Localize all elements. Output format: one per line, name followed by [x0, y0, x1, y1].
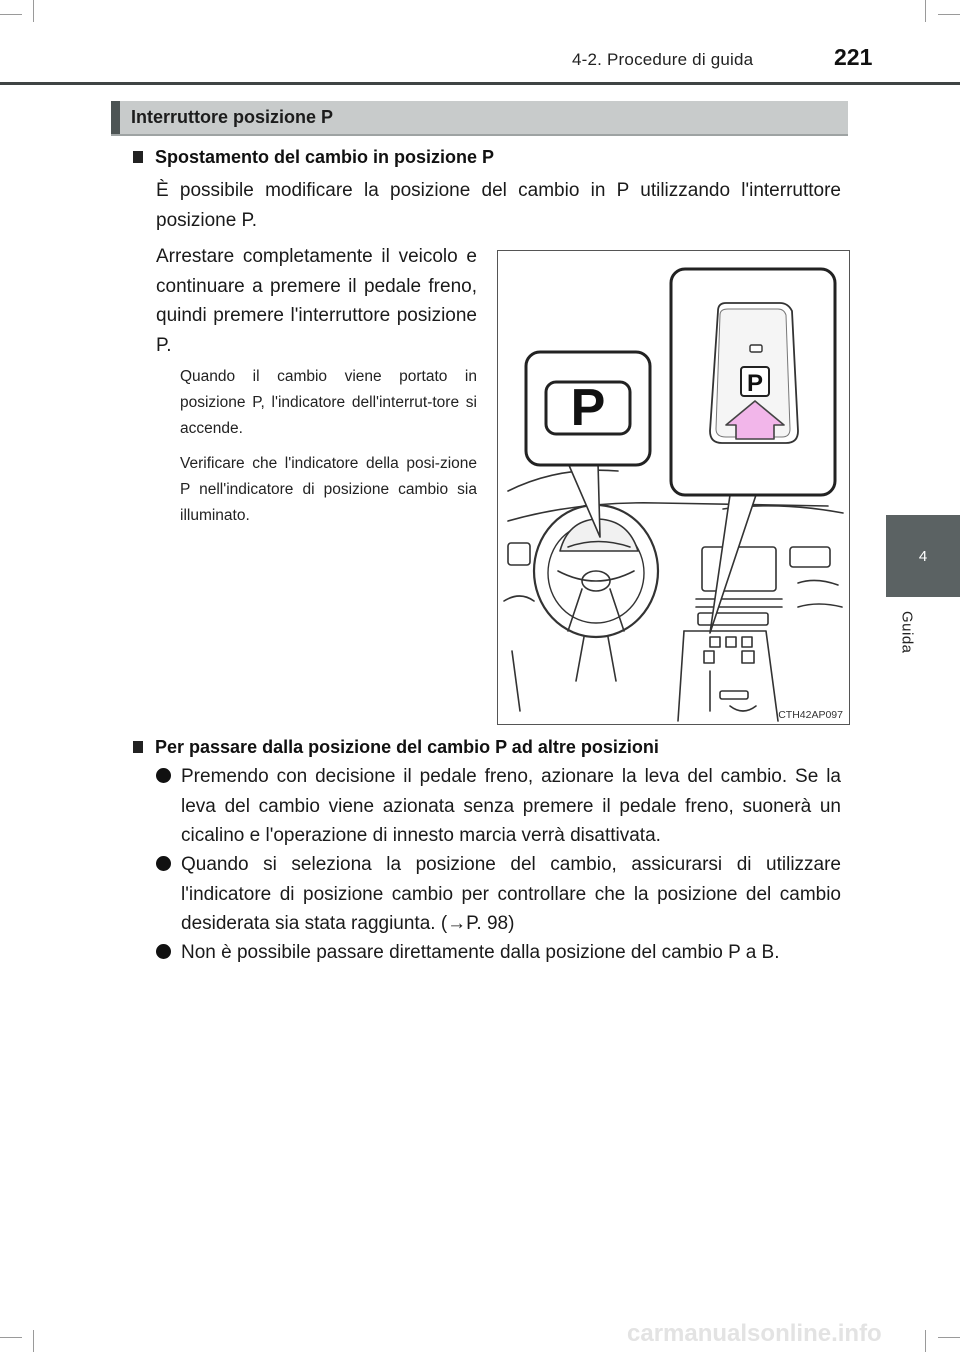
switch-p-letter: P	[746, 370, 764, 397]
page-number: 221	[834, 44, 873, 70]
crop-mark	[925, 0, 926, 22]
bullet-dot-icon	[156, 768, 171, 783]
section-title: Interruttore posizione P	[131, 107, 334, 127]
figure-code: CTH42AP097	[778, 709, 843, 721]
chapter-tab[interactable]	[886, 515, 960, 597]
bullet-dot-icon	[156, 944, 171, 959]
list-item	[156, 850, 841, 939]
list-item	[156, 938, 841, 968]
crop-mark	[33, 0, 34, 22]
crop-mark	[33, 1330, 34, 1352]
section-title-bar	[111, 101, 848, 136]
intro-paragraph: È possibile modificare la posizione del cambio in P utilizzando l'interruttore posizione P.	[156, 180, 841, 231]
chapter-label-text: Guida	[898, 610, 916, 654]
subheading-text: Spostamento del cambio in posizione P	[155, 147, 495, 167]
note-paragraph: Verificare che l'indicatore della posi-zione P nell'indicatore di posizione cambio sia illuminato.	[180, 455, 477, 524]
square-bullet-icon	[133, 151, 143, 163]
list-item-text: Quando si seleziona la posizione del cambio, assicurarsi di utilizzare l'indicatore di posizione cambio per controllare che la posizione del cambio desiderata sia stata raggiunta. (→P. 98)	[181, 854, 841, 934]
list-item-text: Premendo con decisione il pedale freno, azionare la leva del cambio. Se la leva del cambio viene azionata senza premere il pedale freno, suonerà un cicalino e l'operazione di innesto marcia verrà disattivata.	[181, 766, 841, 846]
note-paragraph: Quando il cambio viene portato in posizione P, l'indicatore dell'interrut-tore si accende.	[180, 368, 477, 437]
figure-p-switch	[497, 250, 850, 725]
crop-mark	[925, 1330, 926, 1352]
crop-mark	[0, 14, 22, 15]
header-rule	[0, 82, 960, 85]
callout-p-letter: P	[570, 379, 606, 437]
dashboard-illustration	[498, 251, 849, 724]
chapter-label	[896, 604, 918, 660]
list-item-text: Non è possibile passare direttamente dalla posizione del cambio P a B.	[181, 942, 780, 963]
crop-mark	[938, 1337, 960, 1338]
chapter-number: 4	[918, 547, 928, 565]
instruction-paragraph: Arrestare completamente il veicolo e continuare a premere il pedale freno, quindi premere l'interruttore posizione P.	[156, 246, 477, 356]
watermark: carmanualsonline.info	[627, 1320, 882, 1347]
subheading-passare	[133, 737, 659, 758]
crop-mark	[938, 14, 960, 15]
list-item	[156, 762, 841, 851]
crop-mark	[0, 1337, 22, 1338]
section-accent	[111, 101, 120, 134]
subheading-spostamento	[133, 147, 494, 168]
square-bullet-icon	[133, 741, 143, 753]
bullet-dot-icon	[156, 856, 171, 871]
subheading-text: Per passare dalla posizione del cambio P ad altre posizioni	[155, 737, 659, 757]
running-header: 4-2. Procedure di guida	[572, 50, 754, 69]
